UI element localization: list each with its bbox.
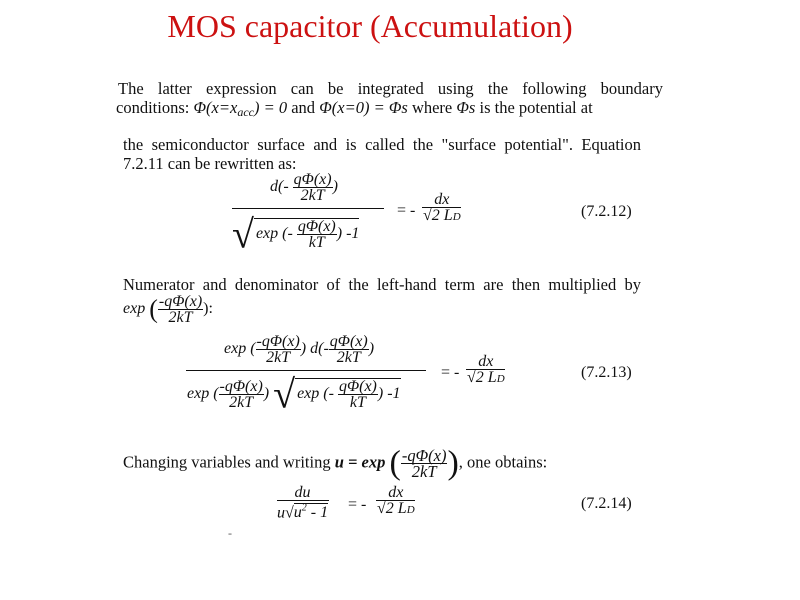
text-where: where — [407, 98, 457, 117]
eq12-num-frac-top: qΦ(x) — [293, 171, 332, 188]
eq12-denominator — [232, 211, 360, 257]
eq14-lhs-fraction — [276, 485, 329, 520]
eq12-den-fraction — [297, 219, 337, 250]
eq13-top-f1 — [256, 334, 301, 365]
text-and: and — [287, 98, 320, 117]
eq14-lhs-u: u — [277, 504, 285, 522]
eq12-num-frac-bottom: 2kT — [300, 187, 325, 204]
eq13-top-close: ) — [368, 340, 375, 358]
eq13-top-f2-top: qΦ(x) — [329, 333, 368, 350]
eq13-rhs-top: dx — [466, 354, 505, 370]
eq14-rhs-sub: D — [406, 504, 415, 516]
eq14-rhs-top: dx — [376, 485, 415, 501]
eq14-sqrt-body — [294, 503, 328, 521]
formula-phis: Φs — [456, 98, 476, 117]
formula-phi-zero: Φ(x=0) = Φs — [319, 98, 408, 117]
sqrt-icon: √ — [232, 211, 254, 257]
eq13-top-f1-bottom: 2kT — [266, 349, 291, 366]
eq12-den-frac-top: qΦ(x) — [297, 218, 336, 235]
p4-frac-bottom: 2kT — [411, 462, 437, 481]
eq14-lhs-sup: 2 — [301, 503, 307, 514]
eq13-fraction-bar — [186, 370, 426, 371]
eq14-rhs-bottom: √2 L — [377, 500, 407, 517]
eq13-top-exp: exp ( — [224, 340, 256, 358]
eq12-equals: = - — [397, 202, 416, 219]
eq13-bot-f1 — [219, 379, 264, 410]
paren-open-icon: ( — [149, 294, 158, 324]
eq14-rhs — [376, 485, 416, 518]
eq13-equals: = - — [441, 364, 460, 381]
p3-frac-bottom: 2kT — [168, 309, 193, 326]
p4-u-exp: u = exp — [334, 452, 386, 472]
eq12-fraction-bar — [232, 208, 384, 209]
eq12-rhs-bottom-wrap — [422, 208, 462, 225]
eq12-exp-open: exp (- — [255, 225, 293, 243]
paren-close-icon: ) — [447, 444, 459, 482]
paragraph-1-line-2 — [116, 97, 593, 123]
paragraph-2-line-2: 7.2.11 can be rewritten as: — [123, 154, 297, 173]
eq13-bot-f1-bottom: 2kT — [229, 394, 254, 411]
sqrt-icon: √ — [285, 504, 294, 522]
eq14-rhs-fraction — [376, 485, 416, 518]
paragraph-3-line-1: Numerator and denominator of the left-hand term are then multiplied by — [123, 275, 641, 294]
paragraph-1-line-1: The latter expression can be integrated using the following boundary — [118, 79, 663, 98]
eq13-top-mid: ) d(- — [300, 340, 329, 358]
p4-frac-top: -qΦ(x) — [401, 446, 447, 465]
eq12-d-open: d(- — [270, 178, 289, 196]
eq13-bot-mid: ) — [263, 385, 270, 403]
paragraph-2-line-1: the semiconductor surface and is called the "surface potential". Equation — [123, 135, 641, 154]
text-conditions: conditions: — [116, 98, 194, 117]
eq14-lhs — [276, 485, 329, 520]
eq13-bot-f2 — [338, 379, 378, 410]
eq13-top-f1-top: -qΦ(x) — [256, 333, 300, 350]
paragraph-4 — [123, 444, 548, 482]
eq12-close: ) — [332, 178, 338, 196]
eq13-bot-exp2: exp (- — [297, 385, 334, 403]
eq12-num-fraction — [293, 172, 333, 203]
eq13-bot-f2-bottom: kT — [349, 394, 366, 411]
eq12-den-close: ) -1 — [336, 225, 360, 243]
formula-eq-zero: ) = 0 — [253, 98, 288, 117]
formula-phi-xacc: Φ(x=x — [193, 98, 238, 117]
p4-text-a: Changing variables and writing — [123, 452, 335, 472]
text-potential: is the potential at — [475, 98, 593, 117]
stray-mark: - — [228, 526, 232, 540]
p3-frac-top: -qΦ(x) — [158, 293, 203, 310]
eq12-den-frac-bottom: kT — [308, 234, 325, 251]
eq13-rhs — [466, 354, 506, 387]
sqrt-icon: √ — [273, 371, 296, 417]
p4-fraction — [401, 448, 448, 479]
eq12-rhs-bottom: √2 L — [423, 207, 453, 224]
eq14-lhs-u2: u — [293, 504, 302, 522]
eq13-bot-f1-top: -qΦ(x) — [219, 378, 263, 395]
eq13-rhs-fraction — [466, 354, 506, 387]
eq12-sqrt-body — [254, 218, 359, 250]
p3-end: ): — [203, 300, 213, 318]
eq13-top-f2 — [329, 334, 369, 365]
eq13-top-f2-bottom: 2kT — [336, 349, 361, 366]
eq13-bot-close: ) -1 — [377, 385, 401, 403]
eq12-number: (7.2.12) — [581, 203, 632, 220]
eq14-lhs-top: du — [277, 485, 329, 501]
eq14-number: (7.2.14) — [581, 495, 632, 512]
eq12-rhs-fraction — [422, 192, 462, 225]
p3-fraction — [158, 294, 203, 325]
eq13-rhs-sub: D — [496, 373, 505, 385]
eq14-rhs-bottom-wrap — [376, 501, 416, 518]
eq13-rhs-bottom-wrap — [466, 370, 506, 387]
eq13-sqrt-body — [295, 378, 400, 410]
eq12-rhs-sub: D — [452, 211, 461, 223]
eq13-number: (7.2.13) — [581, 364, 632, 381]
subscript-acc: acc — [237, 105, 254, 119]
eq13-bot-f2-top: qΦ(x) — [338, 378, 377, 395]
eq14-equals: = - — [348, 496, 367, 513]
eq12-rhs — [422, 192, 462, 225]
eq12-numerator — [270, 172, 338, 203]
p4-text-b: , one obtains: — [458, 452, 548, 472]
eq13-numerator — [224, 334, 374, 365]
paragraph-3-line-2 — [123, 294, 213, 325]
eq14-lhs-tail: - 1 — [306, 504, 329, 522]
eq14-lhs-bottom — [276, 501, 329, 520]
p3-exp: exp — [123, 300, 146, 318]
eq13-rhs-bottom: √2 L — [467, 369, 497, 386]
eq13-denominator — [187, 371, 401, 417]
eq13-bot-exp: exp ( — [187, 385, 219, 403]
paren-open-icon: ( — [389, 444, 401, 482]
slide-title: MOS capacitor (Accumulation) — [167, 8, 573, 44]
eq12-rhs-top: dx — [422, 192, 461, 208]
